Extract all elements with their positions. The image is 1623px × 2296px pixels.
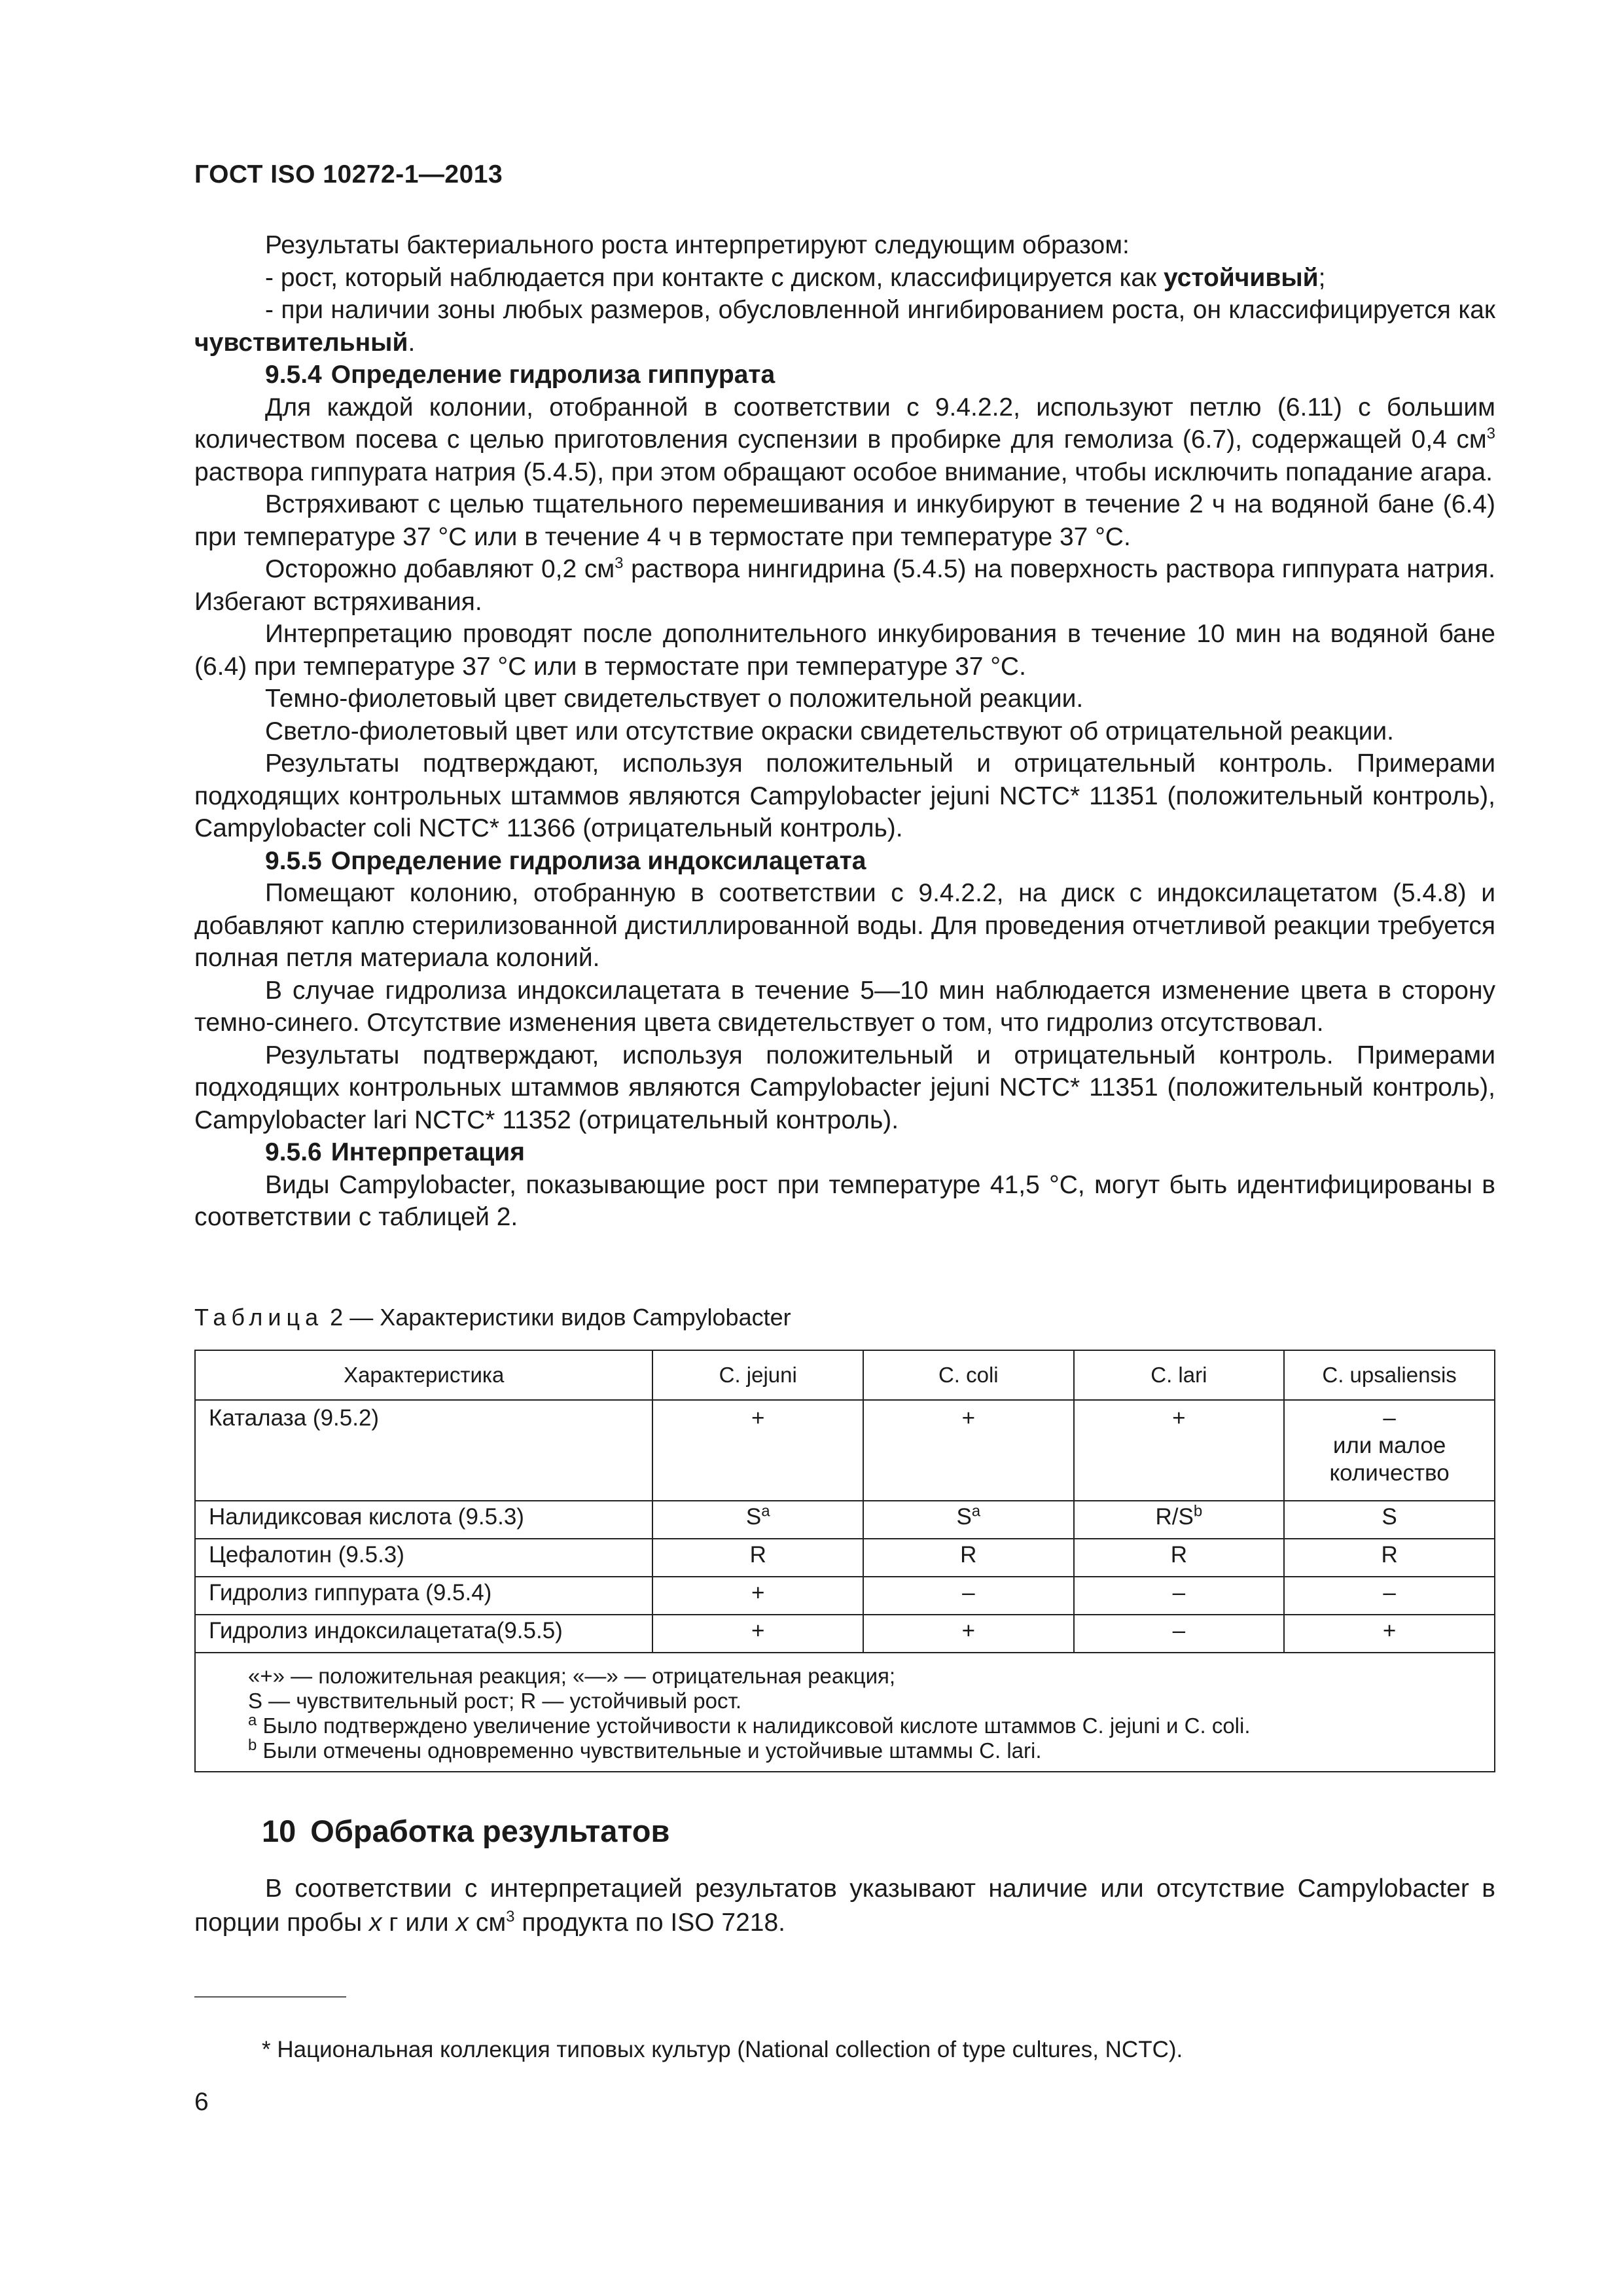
subsection-heading-9-5-6: 9.5.6 Интерпретация [265, 1138, 526, 1166]
paragraph: Интерпретацию проводят после дополнительного инкубирования в течение 10 мин на водяной бане (6.4) при температуре 37 °С или в термостате при температуре 37 °С. [194, 620, 1495, 681]
table-row [195, 1400, 1495, 1501]
table-note: $^b$ Были отмечены одновременно чувствительные и устойчивые штаммы C. lari. [248, 1736, 1042, 1763]
table-cell: + [1284, 1615, 1495, 1653]
characteristics-table [194, 1350, 1495, 1772]
table-cell: R [1074, 1539, 1285, 1577]
paragraph: Результаты подтверждают, используя положительный и отрицательный контроль. Примерами подходящих контрольных штаммов являются Campylobacter jejuni NCTC* 11351 (положительный контроль), Campylobacter lari NCTC* 11352 (отрицательный контроль). [194, 1041, 1495, 1134]
section-10-text [194, 1872, 1495, 1940]
table-row [195, 1615, 1495, 1653]
table-cell: + [652, 1577, 863, 1615]
table-cell: R [1284, 1539, 1495, 1577]
table-cell: – [1074, 1615, 1285, 1653]
table-cell: $S^a$ [863, 1501, 1074, 1539]
table-cell: – [1074, 1577, 1285, 1615]
table-caption: Таблица 2 — Характеристики видов Campylobacter [194, 1304, 791, 1331]
paragraph: Встряхивают с целью тщательного перемешивания и инкубируют в течение 2 ч на водяной бане (6.4) при температуре 37 °С или в течение 4 ч в термостате при температуре 37 °С. [194, 490, 1495, 551]
paragraph: - рост, который наблюдается при контакте с диском, классифицируется как устойчивый; [265, 263, 1326, 292]
table-cell: + [863, 1615, 1074, 1653]
table-row [195, 1539, 1495, 1577]
table-row [195, 1501, 1495, 1539]
paragraph: Результаты бактериального роста интерпретируют следующим образом: [265, 231, 1130, 259]
row-label: Каталаза (9.5.2) [195, 1400, 652, 1501]
table-note: «+» — положительная реакция; «—» — отрицательная реакция; [248, 1664, 896, 1688]
table-notes-row [195, 1653, 1495, 1772]
table-note: $^a$ Было подтверждено увеличение устойчивости к налидиксовой кислоте штаммов C. jejuni и C. coli. [248, 1712, 1251, 1738]
paragraph: Темно-фиолетовый цвет свидетельствует о положительной реакции. [265, 685, 1084, 713]
subsection-heading-9-5-5: 9.5.5 Определение гидролиза индоксилацетата [265, 846, 866, 875]
paragraph: Для каждой колонии, отобранной в соответствии с 9.4.2.2, используют петлю (6.11) с большим количеством посева с целью приготовления суспензии в пробирке для гемолиза (6.7), содержащей 0,4 $см^3$ раствора гиппурата натрия (5.4.5), при этом обращают особое внимание, чтобы исключить попадание агара. [194, 393, 1495, 486]
table-cell: + [652, 1615, 863, 1653]
column-header: C. upsaliensis [1284, 1350, 1495, 1400]
bold-term: чувствительный [194, 328, 408, 357]
section-heading-10: 10 Обработка результатов [262, 1814, 670, 1848]
footnote-separator [194, 1996, 346, 1998]
table-cell: + [863, 1400, 1074, 1501]
subsection-heading-9-5-4: 9.5.4 Определение гидролиза гиппурата [265, 361, 776, 389]
paragraph: В соответствии с интерпретацией результатов указывают наличие или отсутствие Campylobacter в порции пробы x г или x $см^3$ продукта по ISO 7218. [194, 1874, 1495, 1937]
body-text [194, 229, 1495, 1234]
table-note: S — чувствительный рост; R — устойчивый рост. [248, 1689, 742, 1713]
column-header: C. lari [1074, 1350, 1285, 1400]
paragraph: В случае гидролиза индоксилацетата в течение 5—10 мин наблюдается изменение цвета в сторону темно-синего. Отсутствие изменения цвета свидетельствует о том, что гидролиз отсутствовал. [194, 976, 1495, 1037]
paragraph: - при наличии зоны любых размеров, обусловленной ингибированием роста, он классифицируется как чувствительный. [194, 296, 1495, 357]
column-header: C. jejuni [652, 1350, 863, 1400]
table-cell: + [652, 1400, 863, 1501]
table-cell: $S^a$ [652, 1501, 863, 1539]
paragraph: Осторожно добавляют 0,2 $см^3$ раствора нингидрина (5.4.5) на поверхность раствора гиппурата натрия. Избегают встряхивания. [194, 554, 1495, 616]
table-cell: + [1074, 1400, 1285, 1501]
table-cell: R [652, 1539, 863, 1577]
table-cell: – или малое количество [1284, 1400, 1495, 1501]
footnote: * Национальная коллекция типовых культур (National collection of type cultures, NCTC). [262, 2037, 1183, 2062]
row-label: Гидролиз гиппурата (9.5.4) [195, 1577, 652, 1615]
table-cell: S [1284, 1501, 1495, 1539]
row-label: Гидролиз индоксилацетата(9.5.5) [195, 1615, 652, 1653]
row-label: Налидиксовая кислота (9.5.3) [195, 1501, 652, 1539]
paragraph: Светло-фиолетовый цвет или отсутствие окраски свидетельствуют об отрицательной реакции. [265, 717, 1395, 745]
table-notes [195, 1653, 1495, 1772]
table-cell: R [863, 1539, 1074, 1577]
table-header-row [195, 1350, 1495, 1400]
paragraph: Результаты подтверждают, используя положительный и отрицательный контроль. Примерами подходящих контрольных штаммов являются Campylobacter jejuni NCTC* 11351 (положительный контроль), Campylobacter coli NCTC* 11366 (отрицательный контроль). [194, 749, 1495, 842]
paragraph: Виды Campylobacter, показывающие рост при температуре 41,5 °С, могут быть идентифицированы в соответствии с таблицей 2. [194, 1170, 1495, 1231]
paragraph: Помещают колонию, отобранную в соответствии с 9.4.2.2, на диск с индоксилацетатом (5.4.8) и добавляют каплю стерилизованной дистиллированной воды. Для проведения отчетливой реакции требуется полная петля материала колоний. [194, 879, 1495, 972]
table-row [195, 1577, 1495, 1615]
page-number: 6 [194, 2088, 209, 2116]
bold-term: устойчивый [1163, 263, 1319, 292]
table-cell: – [863, 1577, 1074, 1615]
document-header: ГОСТ ISO 10272-1—2013 [194, 160, 503, 188]
table-cell: $R/S^b$ [1074, 1501, 1285, 1539]
row-label: Цефалотин (9.5.3) [195, 1539, 652, 1577]
column-header: C. coli [863, 1350, 1074, 1400]
table-cell: – [1284, 1577, 1495, 1615]
column-header: Характеристика [195, 1350, 652, 1400]
